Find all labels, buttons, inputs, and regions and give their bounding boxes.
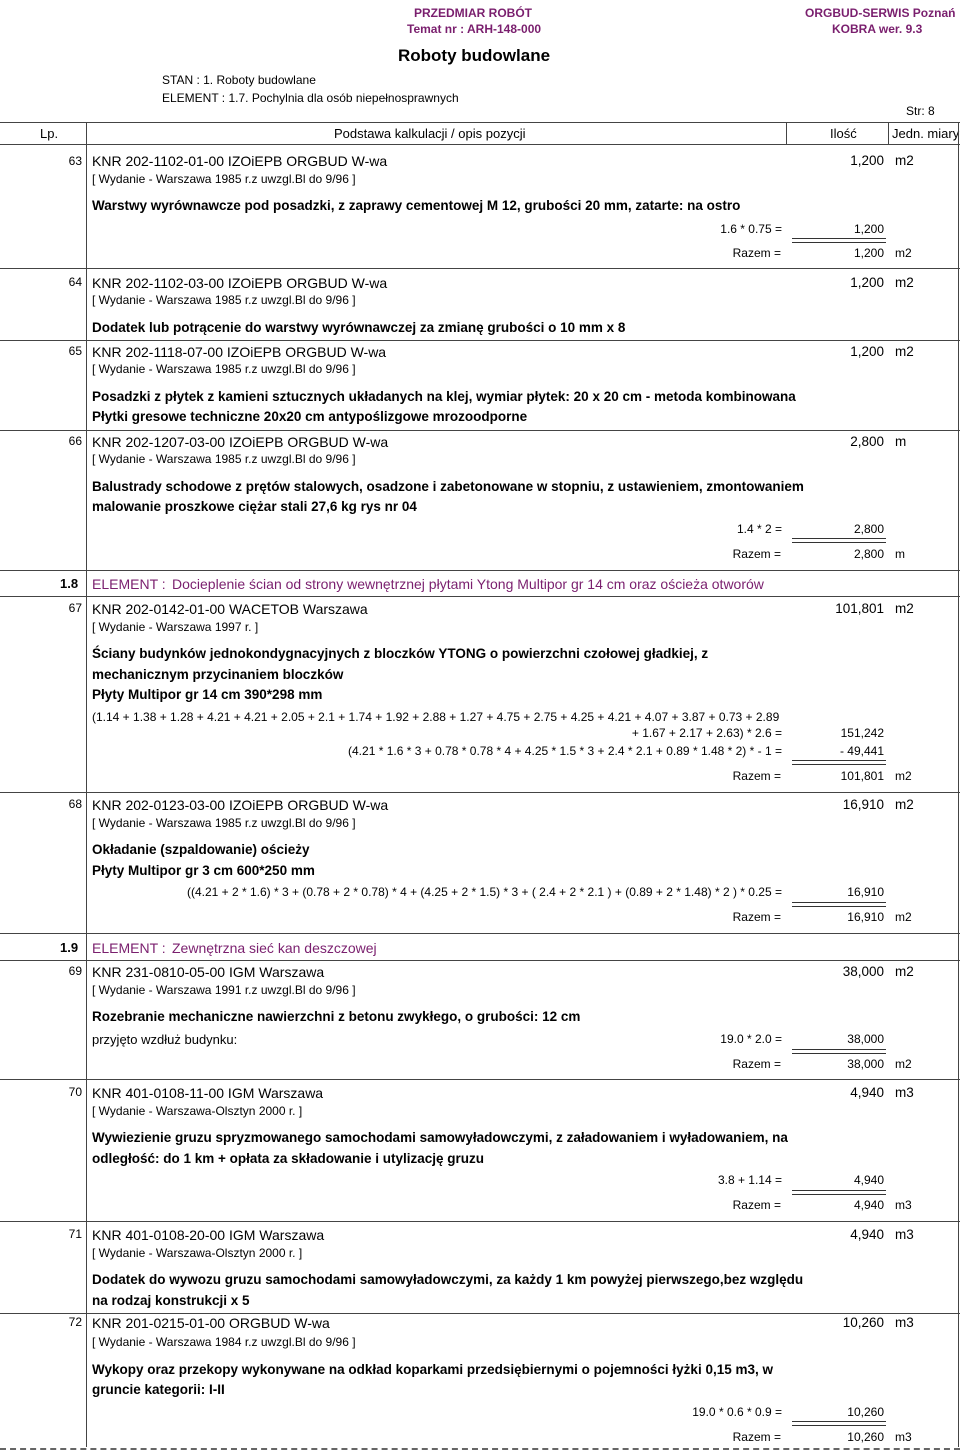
- row-70-edition: [ Wydanie - Warszawa-Olsztyn 2000 r. ]: [92, 1104, 303, 1118]
- row-65-code: KNR 202-1118-07-00 IZOiEPB ORGBUD W-wa: [92, 344, 387, 360]
- row-69-measure-expr: 19.0 * 2.0 =: [720, 1032, 782, 1046]
- row-70-sum-line: [792, 1190, 886, 1195]
- row-72-lp: 72: [68, 1315, 82, 1329]
- row-71-description-1: Dodatek do wywozu gruzu samochodami samowyładowczymi, za każdy 1 km powyżej pierwszego,bez względu: [92, 1272, 804, 1287]
- row-63-razem-label: Razem =: [732, 246, 781, 260]
- row-65-separator: [0, 430, 960, 431]
- row-72-unit: m3: [895, 1315, 914, 1330]
- row-70-separator: [0, 1221, 960, 1222]
- row-69-lp: 69: [68, 964, 82, 978]
- row-71-lp: 71: [68, 1227, 82, 1241]
- row-63-razem-value: 1,200: [853, 246, 884, 260]
- row-65-lp: 65: [68, 344, 82, 358]
- row-66-edition: [ Wydanie - Warszawa 1985 r.z uwzgl.Bl do 9/96 ]: [92, 452, 356, 466]
- kobra-version: KOBRA wer. 9.3: [832, 22, 923, 36]
- row-66-description-2: malowanie proszkowe ciężar stali 27,6 kg rys nr 04: [92, 499, 417, 514]
- row-67-sum-line: [792, 760, 886, 765]
- row-71-edition: [ Wydanie - Warszawa-Olsztyn 2000 r. ]: [92, 1246, 303, 1260]
- row-71-qty: 4,940: [850, 1227, 884, 1242]
- row-67-measure-expr-3: (4.21 * 1.6 * 3 + 0.78 * 0.78 * 4 + 4.25 * 1.5 * 3 + 2.4 * 2.1 + 0.89 * 1.48 * 2) * - 1 =: [348, 744, 782, 758]
- row-68-edition: [ Wydanie - Warszawa 1985 r.z uwzgl.Bl do 9/96 ]: [92, 816, 356, 830]
- row-68-measure-value: 16,910: [847, 885, 884, 899]
- row-68-razem-label: Razem =: [732, 910, 781, 924]
- row-70-measure-expr: 3.8 + 1.14 =: [717, 1173, 782, 1187]
- row-67-separator: [0, 792, 960, 793]
- element-18-separator: [0, 596, 960, 597]
- row-65-description-2: Płytki gresowe techniczne 20x20 cm antypoślizgowe mrozoodporne: [92, 409, 528, 424]
- row-69-separator: [0, 1079, 960, 1080]
- row-67-description-2: mechanicznym przycinaniem bloczków: [92, 667, 344, 682]
- row-72-razem-label: Razem =: [732, 1430, 781, 1444]
- row-68-separator: [0, 933, 960, 934]
- row-63-lp: 63: [68, 154, 82, 168]
- element-19-separator: [0, 960, 960, 961]
- row-63-separator: [0, 268, 960, 269]
- row-70-lp: 70: [68, 1085, 82, 1099]
- row-63-razem-unit: m2: [895, 246, 912, 260]
- row-69-edition: [ Wydanie - Warszawa 1991 r.z uwzgl.Bl do 9/96 ]: [92, 983, 356, 997]
- row-67-description-3: Płyty Multipor gr 14 cm 390*298 mm: [92, 687, 323, 702]
- row-64-description: Dodatek lub potrącenie do warstwy wyrównawczej za zmianę grubości o 10 mm x 8: [92, 320, 626, 335]
- row-67-razem-label: Razem =: [732, 769, 781, 783]
- row-63-code: KNR 202-1102-01-00 IZOiEPB ORGBUD W-wa: [92, 153, 388, 169]
- row-72-razem-unit: m3: [895, 1430, 912, 1444]
- row-64-edition: [ Wydanie - Warszawa 1985 r.z uwzgl.Bl do 9/96 ]: [92, 293, 356, 307]
- row-66-razem-value: 2,800: [853, 547, 884, 561]
- element-19-label: ELEMENT :: [92, 940, 166, 956]
- row-66-sum-line: [792, 538, 886, 543]
- row-66-razem-unit: m: [895, 547, 905, 561]
- col-divider-ilosc: [786, 122, 787, 144]
- row-67-razem-value: 101,801: [840, 769, 884, 783]
- row-66-measure-value: 2,800: [853, 522, 884, 536]
- row-70-razem-label: Razem =: [732, 1198, 781, 1212]
- table-top-border: [0, 122, 960, 123]
- row-69-note: przyjęto wzdłuż budynku:: [92, 1032, 238, 1047]
- stan-label: STAN : 1. Roboty budowlane: [162, 73, 316, 87]
- row-72-description-1: Wykopy oraz przekopy wykonywane na odkład koparkami przedsiębiernymi o pojemności łyżki 0,15 m3, w: [92, 1362, 773, 1377]
- col-divider-right: [958, 122, 959, 1447]
- row-69-sum-line: [792, 1049, 886, 1054]
- row-72-code: KNR 201-0215-01-00 ORGBUD W-wa: [92, 1315, 330, 1331]
- page-number: Str: 8: [906, 104, 935, 118]
- col-header-jedn: Jedn. miary: [892, 126, 960, 141]
- row-66-measure-expr: 1.4 * 2 =: [736, 522, 782, 536]
- row-68-description-1: Okładanie (szpaldowanie) ościeży: [92, 842, 310, 857]
- row-64-unit: m2: [895, 275, 914, 290]
- row-64-separator: [0, 340, 960, 341]
- element-19-title: Zewnętrzna sieć kan deszczowej: [172, 940, 377, 956]
- row-70-unit: m3: [895, 1085, 914, 1100]
- row-69-razem-value: 38,000: [847, 1057, 884, 1071]
- row-63-edition: [ Wydanie - Warszawa 1985 r.z uwzgl.Bl do 9/96 ]: [92, 172, 356, 186]
- element-19-lp: 1.9: [60, 940, 79, 955]
- row-65-edition: [ Wydanie - Warszawa 1985 r.z uwzgl.Bl do 9/96 ]: [92, 362, 356, 376]
- row-72-measure-expr: 19.0 * 0.6 * 0.9 =: [692, 1405, 782, 1419]
- row-69-razem-unit: m2: [895, 1057, 912, 1071]
- row-66-unit: m: [895, 434, 907, 449]
- row-67-measure-expr-1: (1.14 + 1.38 + 1.28 + 4.21 + 4.21 + 2.05 + 2.1 + 1.74 + 1.92 + 2.88 + 1.27 + 4.75 + 2.75 + 4.25 + 4.21 + 4.07 + 3.87 + 0.73 + 2.89: [92, 710, 780, 724]
- company-name: ORGBUD-SERWIS Poznań: [805, 6, 956, 20]
- row-71-code: KNR 401-0108-20-00 IGM Warszawa: [92, 1227, 325, 1243]
- row-71-description-2: na rodzaj konstrukcji x 5: [92, 1293, 250, 1308]
- row-70-razem-value: 4,940: [853, 1198, 884, 1212]
- element-label: ELEMENT : 1.7. Pochylnia dla osób niepełnosprawnych: [162, 91, 459, 105]
- row-66-qty: 2,800: [850, 434, 884, 449]
- row-67-code: KNR 202-0142-01-00 WACETOB Warszawa: [92, 601, 368, 617]
- element-18-label: ELEMENT :: [92, 576, 166, 592]
- row-67-measure-value-3: - 49,441: [839, 744, 884, 758]
- row-65-description-1: Posadzki z płytek z kamieni sztucznych układanych na klej, wymiar płytek: 20 x 20 cm - metoda kombinowana: [92, 389, 796, 404]
- row-65-qty: 1,200: [850, 344, 884, 359]
- row-68-razem-value: 16,910: [847, 910, 884, 924]
- row-72-qty: 10,260: [842, 1315, 884, 1330]
- section-subtitle: Roboty budowlane: [398, 46, 551, 65]
- row-70-description-2: odległość: do 1 km + opłata za składowanie i utylizację gruzu: [92, 1151, 484, 1166]
- row-69-measure-value: 38,000: [847, 1032, 884, 1046]
- row-72-razem-value: 10,260: [847, 1430, 884, 1444]
- table-header-border: [0, 144, 960, 145]
- row-68-unit: m2: [895, 797, 914, 812]
- row-70-description-1: Wywiezienie gruzu spryzmowanego samochodami samowyładowczymi, z załadowaniem i wyładowaniem, na: [92, 1130, 788, 1145]
- row-72-edition: [ Wydanie - Warszawa 1984 r.z uwzgl.Bl do 9/96 ]: [92, 1335, 356, 1349]
- element-18-title: Docieplenie ścian od strony wewnętrznej płytami Ytong Multipor gr 14 cm oraz ościeża otworów: [172, 576, 764, 592]
- row-72-description-2: gruncie kategorii: I-II: [92, 1382, 225, 1397]
- row-70-measure-value: 4,940: [853, 1173, 884, 1187]
- element-18-lp: 1.8: [60, 576, 79, 591]
- row-67-lp: 67: [68, 601, 82, 615]
- doc-title: PRZEDMIAR ROBÓT: [414, 6, 532, 20]
- row-64-code: KNR 202-1102-03-00 IZOiEPB ORGBUD W-wa: [92, 275, 388, 291]
- row-67-edition: [ Wydanie - Warszawa 1997 r. ]: [92, 620, 259, 634]
- page-bottom-edge: [0, 1448, 960, 1450]
- row-72-measure-value: 10,260: [847, 1405, 884, 1419]
- col-header-podstawa: Podstawa kalkulacji / opis pozycji: [334, 126, 526, 141]
- row-68-code: KNR 202-0123-03-00 IZOiEPB ORGBUD W-wa: [92, 797, 389, 813]
- row-68-measure-expr: ((4.21 + 2 * 1.6) * 3 + (0.78 + 2 * 0.78) * 4 + (4.25 + 2 * 1.5) * 3 + ( 2.4 + 2 * 2.1 ) + (0.89 + 2 * 1.48) * 2 ) * 0.25 =: [186, 885, 782, 899]
- row-67-description-1: Ściany budynków jednokondygnacyjnych z bloczków YTONG o powierzchni czołowej gładkiej, z: [92, 646, 709, 661]
- row-64-lp: 64: [68, 275, 82, 289]
- row-63-measure-value: 1,200: [853, 222, 884, 236]
- row-69-razem-label: Razem =: [732, 1057, 781, 1071]
- row-66-description-1: Balustrady schodowe z prętów stalowych, osadzone i zabetonowane w stopniu, z ustawieniem, zmontowaniem: [92, 479, 804, 494]
- row-71-separator: [0, 1313, 960, 1314]
- row-63-qty: 1,200: [850, 153, 884, 168]
- row-67-razem-unit: m2: [895, 769, 912, 783]
- doc-temat: Temat nr : ARH-148-000: [407, 22, 542, 36]
- row-69-code: KNR 231-0810-05-00 IGM Warszawa: [92, 964, 325, 980]
- row-68-razem-unit: m2: [895, 910, 912, 924]
- row-65-unit: m2: [895, 344, 914, 359]
- row-66-razem-label: Razem =: [732, 547, 781, 561]
- col-divider-jedn: [888, 122, 889, 144]
- col-divider-lp: [86, 122, 87, 1447]
- row-67-measure-value-2: 151,242: [840, 726, 884, 740]
- row-63-measure-expr: 1.6 * 0.75 =: [720, 222, 782, 236]
- row-69-unit: m2: [895, 964, 914, 979]
- row-67-measure-expr-2: + 1.67 + 2.17 + 2.63) * 2.6 =: [631, 726, 782, 740]
- row-66-separator: [0, 570, 960, 571]
- row-68-lp: 68: [68, 797, 82, 811]
- row-72-sum-line: [792, 1421, 886, 1426]
- row-69-qty: 38,000: [842, 964, 884, 979]
- row-70-qty: 4,940: [850, 1085, 884, 1100]
- row-64-qty: 1,200: [850, 275, 884, 290]
- row-70-code: KNR 401-0108-11-00 IGM Warszawa: [92, 1085, 324, 1101]
- row-67-unit: m2: [895, 601, 914, 616]
- col-header-ilosc: Ilość: [830, 126, 857, 141]
- row-66-lp: 66: [68, 434, 82, 448]
- row-68-sum-line: [792, 902, 886, 907]
- row-68-description-2: Płyty Multipor gr 3 cm 600*250 mm: [92, 863, 315, 878]
- row-70-razem-unit: m3: [895, 1198, 912, 1212]
- row-67-qty: 101,801: [835, 601, 884, 616]
- row-69-description: Rozebranie mechaniczne nawierzchni z betonu zwykłego, o grubości: 12 cm: [92, 1009, 581, 1024]
- row-71-unit: m3: [895, 1227, 914, 1242]
- col-header-lp: Lp.: [40, 126, 59, 141]
- row-63-unit: m2: [895, 153, 914, 168]
- row-63-sum-line: [792, 238, 886, 243]
- row-66-code: KNR 202-1207-03-00 IZOiEPB ORGBUD W-wa: [92, 434, 389, 450]
- row-63-description: Warstwy wyrównawcze pod posadzki, z zaprawy cementowej M 12, grubości 20 mm, zatarte: na ostro: [92, 198, 741, 213]
- row-68-qty: 16,910: [842, 797, 884, 812]
